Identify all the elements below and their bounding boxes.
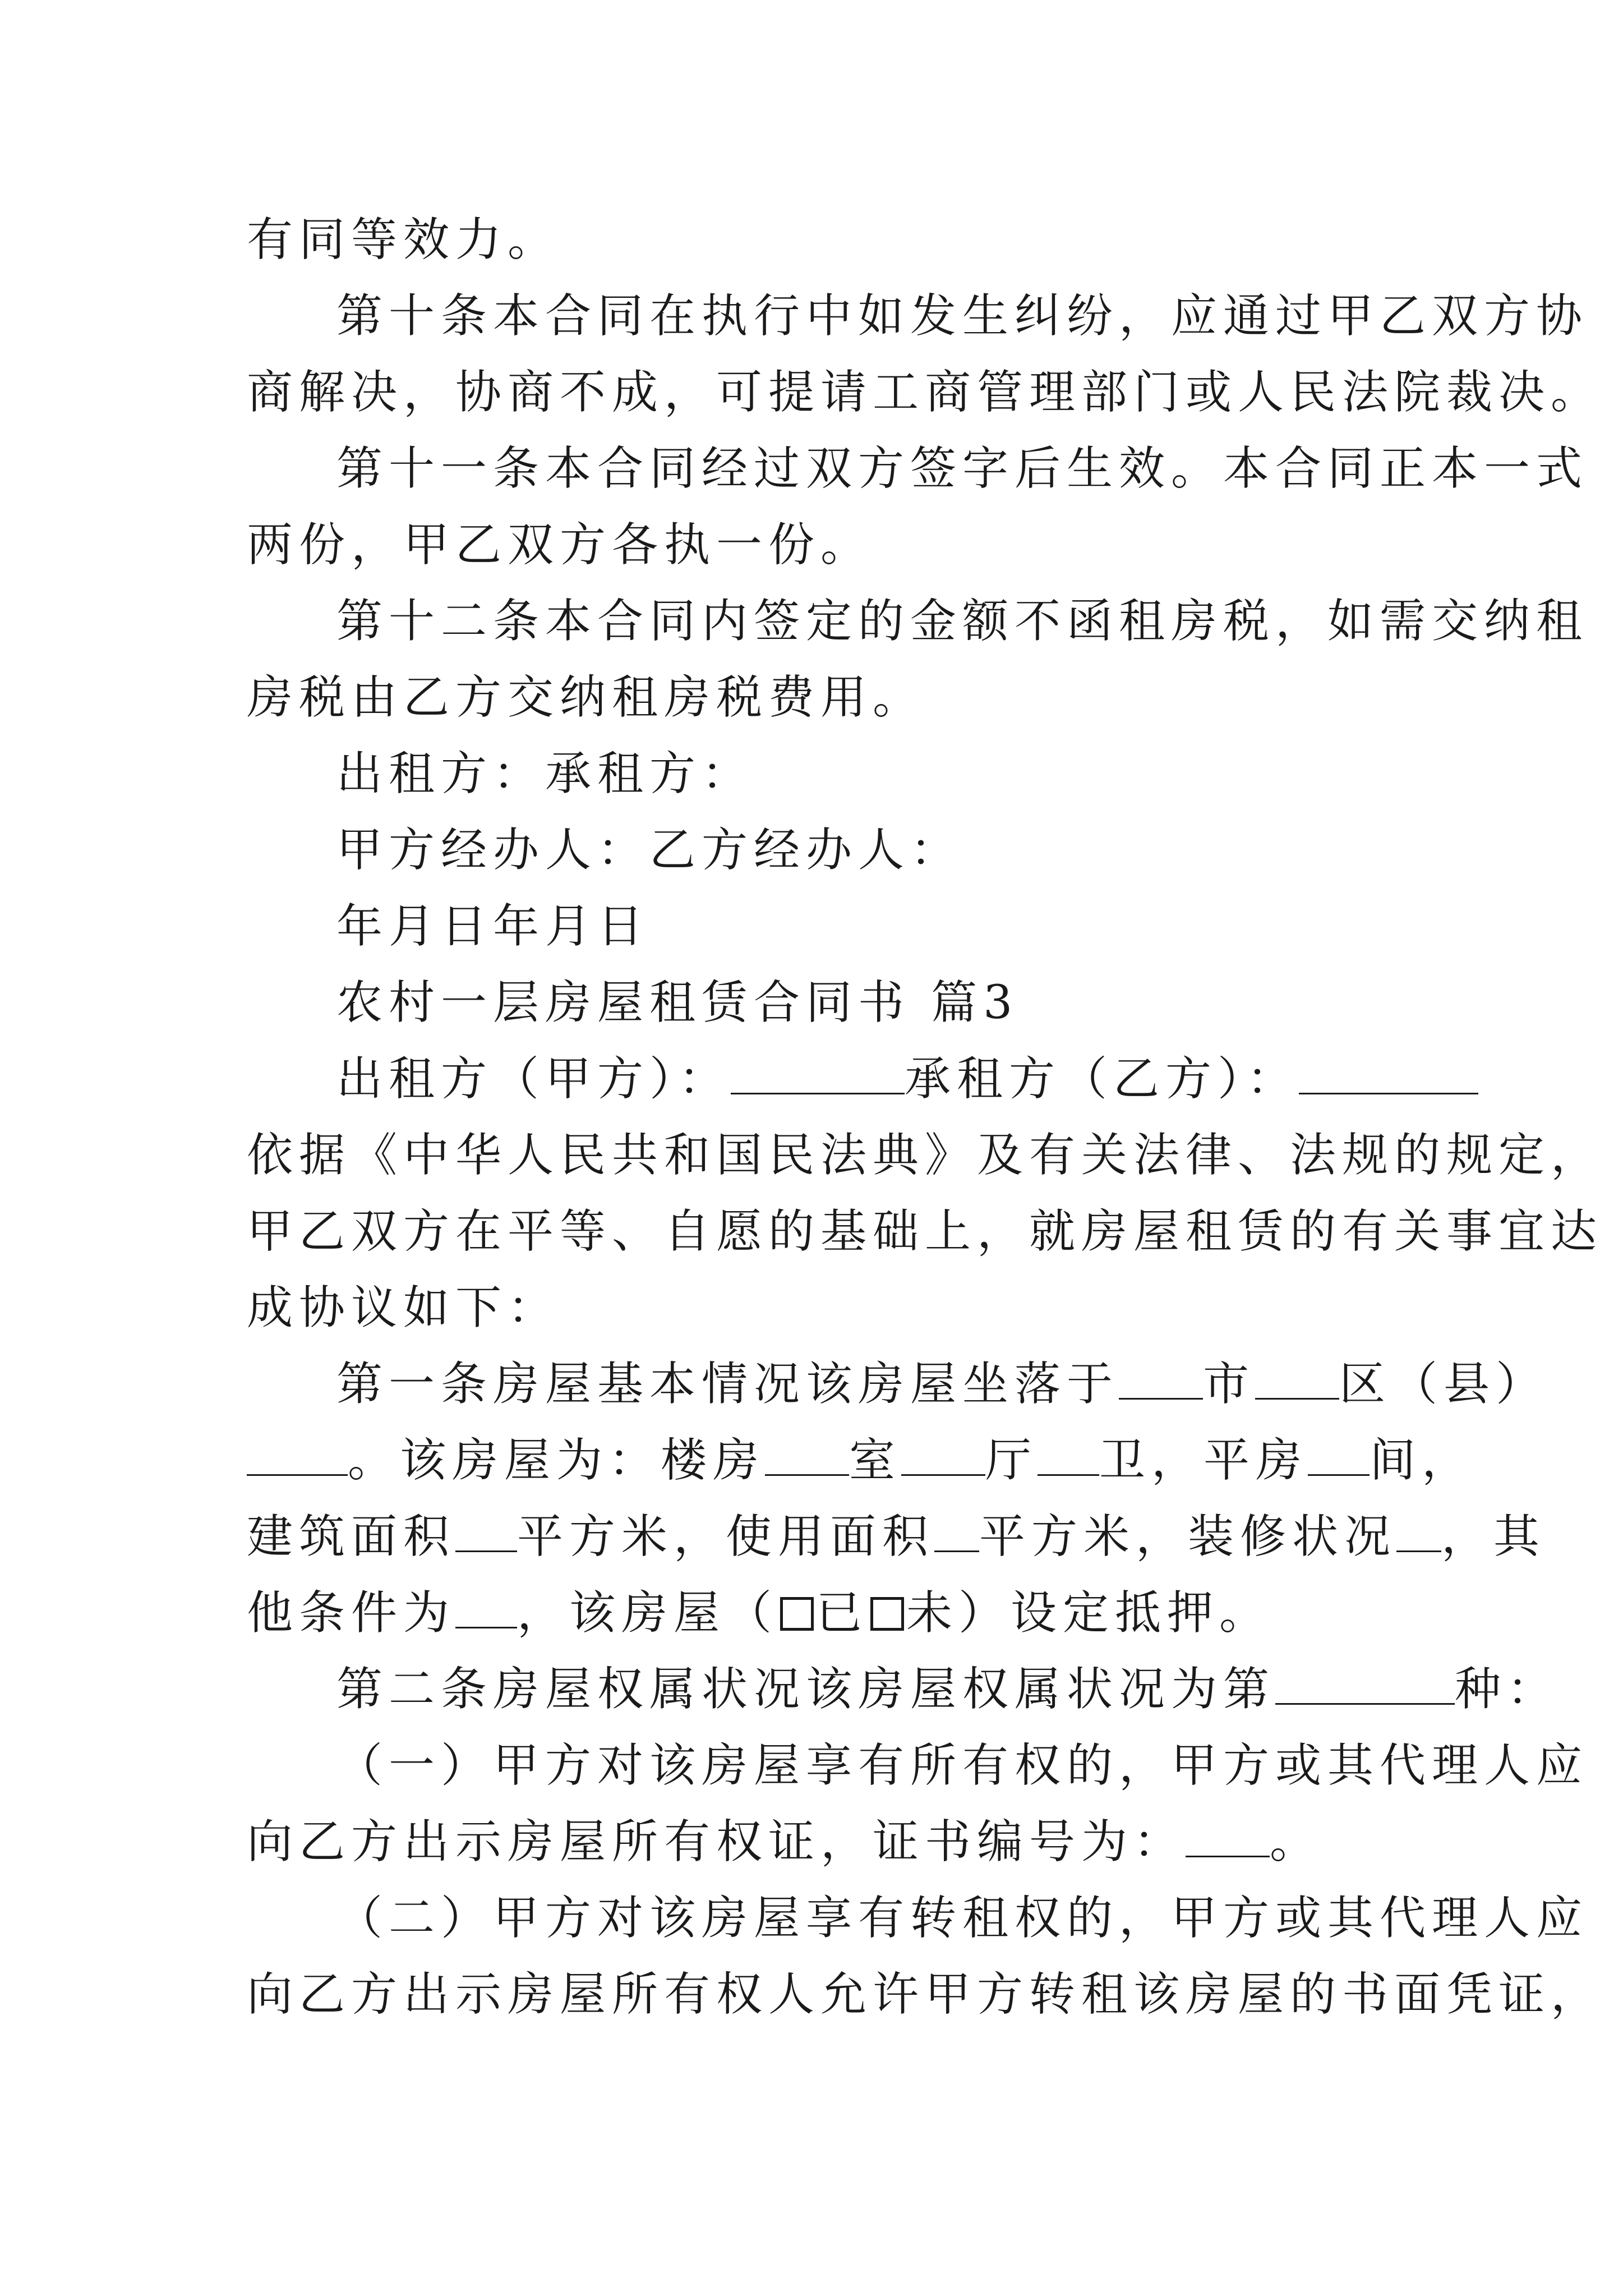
text-span: 种： [1455, 1663, 1560, 1716]
clause-12 [336, 593, 1589, 650]
text-span: 出租方：承租方： [336, 747, 754, 800]
fill-blank [455, 1511, 517, 1552]
text-span: 第十二条本合同内签定的金额不函租房税，如需交纳租 [336, 595, 1589, 648]
text-span: 第一条房屋基本情况该房屋坐落于 [336, 1358, 1119, 1411]
text-span: 房税由乙方交纳租房税费用。 [247, 671, 925, 724]
checkbox-icon [780, 1597, 814, 1631]
clause-11 [336, 441, 1589, 497]
parties-line [336, 1051, 1492, 1107]
fill-blank [1396, 1511, 1441, 1552]
fill-blank [1299, 1053, 1478, 1094]
text-line [247, 1509, 1546, 1565]
text-line [247, 1433, 1474, 1489]
text-line [247, 1204, 1603, 1260]
text-line [247, 1280, 1402, 1336]
fill-blank [934, 1511, 979, 1552]
text-line [247, 1128, 1603, 1184]
section-heading [336, 975, 1492, 1031]
text-span: 有同等效力。 [247, 213, 560, 266]
text-span: 依据《中华人民共和国民法典》及有关法律、法规的规定， [247, 1129, 1603, 1182]
text-span: 已 [816, 1586, 869, 1640]
text-span: 年月日年月日 [336, 900, 650, 953]
text-span: 向乙方出示房屋所有权证，证书编号为： [247, 1815, 1186, 1869]
article-2 [336, 1662, 1560, 1718]
text-line [247, 212, 1402, 268]
text-span: 卫，平房 [1099, 1434, 1308, 1487]
article-1 [336, 1356, 1548, 1412]
text-span: （二）甲方对该房屋享有转租权的，甲方或其代理人应 [336, 1892, 1589, 1945]
text-span: 商解决，协商不成，可提请工商管理部门或人民法院裁决。 [247, 366, 1603, 419]
text-span: 。 [1270, 1815, 1322, 1869]
text-span: 建筑面积 [247, 1510, 456, 1563]
text-span: 未）设定抵押。 [906, 1586, 1272, 1640]
checkbox-icon [870, 1597, 904, 1631]
text-span: ，该房屋（ [517, 1586, 778, 1640]
text-span: 间， [1370, 1434, 1474, 1487]
text-span: 甲方经办人：乙方经办人： [336, 823, 963, 877]
text-line [247, 365, 1603, 421]
text-span: 甲乙双方在平等、自愿的基础上，就房屋租赁的有关事宜达 [247, 1205, 1603, 1258]
fill-blank [1119, 1359, 1203, 1400]
text-span: （一）甲方对该房屋享有所有权的，甲方或其代理人应 [336, 1739, 1589, 1792]
fill-blank [1038, 1435, 1099, 1476]
text-span: 厅 [985, 1434, 1038, 1487]
text-line [247, 670, 1402, 726]
text-line [247, 1967, 1603, 2023]
text-span: 区（县） [1339, 1358, 1548, 1411]
clause-10 [336, 288, 1589, 344]
text-span: 第二条房屋权属状况该房屋权属状况为第 [336, 1663, 1276, 1716]
text-span: 平方米，使用面积 [517, 1510, 935, 1563]
fill-blank [455, 1588, 517, 1628]
text-line [247, 517, 1402, 573]
text-span: 。该房屋为：楼房 [348, 1434, 766, 1487]
fill-blank [731, 1053, 905, 1094]
text-line [247, 1814, 1402, 1870]
fill-blank [247, 1435, 348, 1476]
text-span: 第十一条本合同经过双方签字后生效。本合同正本一式 [336, 442, 1589, 495]
fill-blank [901, 1435, 985, 1476]
text-span: ，其 [1441, 1510, 1546, 1563]
text-span: 市 [1203, 1358, 1256, 1411]
signature-parties [336, 746, 1492, 802]
article-2-item-2 [336, 1890, 1589, 1947]
text-line [247, 1585, 1402, 1641]
text-span: 他条件为 [247, 1586, 456, 1640]
text-span: 两份，甲乙双方各执一份。 [247, 518, 873, 572]
fill-blank [765, 1435, 849, 1476]
text-span: 室 [849, 1434, 902, 1487]
signature-agents [336, 822, 1492, 878]
fill-blank [1275, 1664, 1455, 1705]
fill-blank [1255, 1359, 1339, 1400]
text-span: 向乙方出示房屋所有权人允许甲方转租该房屋的书面凭证， [247, 1968, 1603, 2021]
fill-blank [1308, 1435, 1370, 1476]
text-span: 第十条本合同在执行中如发生纠纷，应通过甲乙双方协 [336, 289, 1589, 343]
text-span: 成协议如下： [247, 1281, 560, 1335]
article-2-item-1 [336, 1738, 1589, 1794]
text-span: 承租方（乙方）： [905, 1052, 1299, 1106]
text-span: 出租方（甲方）： [336, 1052, 731, 1106]
signature-dates [336, 899, 1492, 955]
fill-blank [1186, 1816, 1270, 1857]
text-span: 农村一层房屋租赁合同书 篇3 [336, 976, 1019, 1029]
text-span: 平方米，装修状况 [979, 1510, 1397, 1563]
